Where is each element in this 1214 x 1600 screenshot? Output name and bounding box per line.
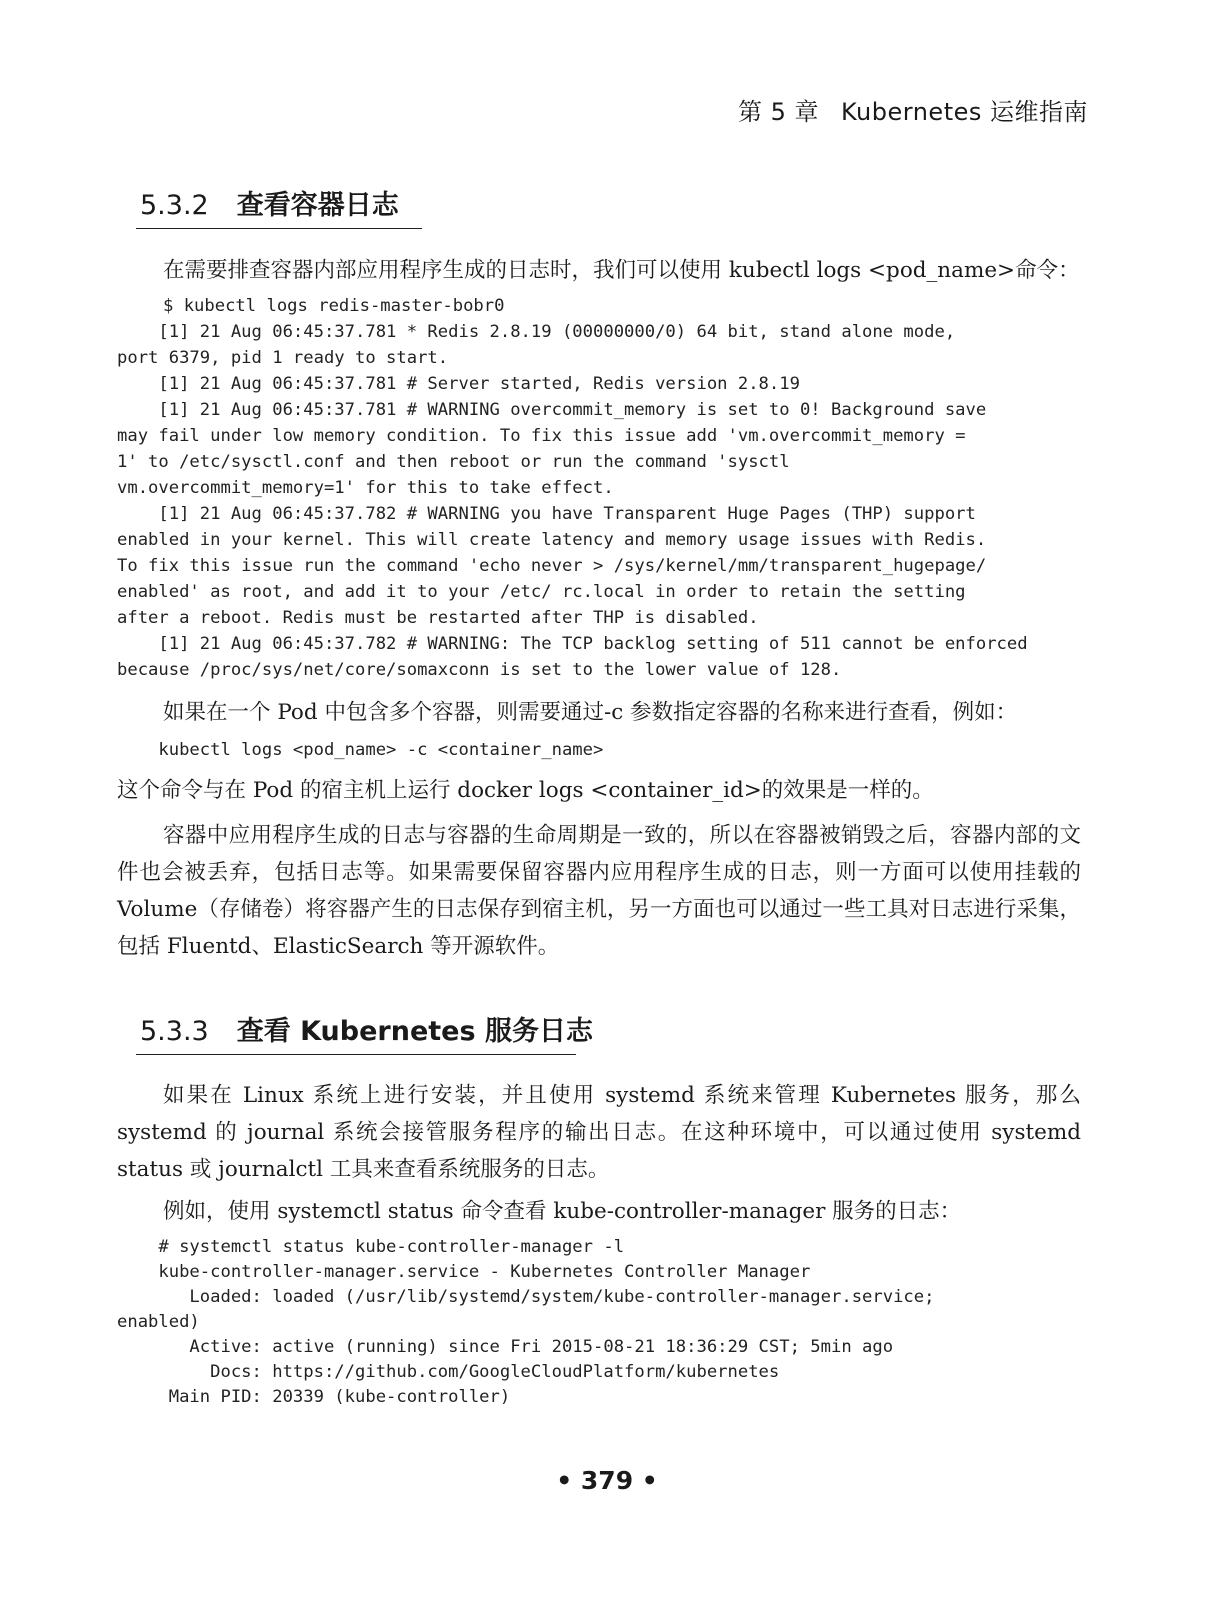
page-number: • 379 • (556, 1466, 658, 1495)
code-block-container-logs: kubectl logs <pod_name> -c <container_name> (117, 740, 604, 760)
code-block-kubectl-logs (117, 293, 1081, 683)
paragraph-multi-container: 如果在一个 Pod 中包含多个容器，则需要通过-c 参数指定容器的名称来进行查看，例如： (163, 700, 1018, 725)
chapter-title: Kubernetes 运维指南 (841, 98, 1088, 126)
code-block-systemctl-status: # systemctl status kube-controller-manager -l kube-controller-manager.service - Kubernetes Controller Manager Loaded: loaded (/usr/lib/systemd/system/kube-controller-manager.service; enabled) Active: active (running) since Fri 2015-08-21 18:36:29 CST; 5min ago Docs: https://github.com/GoogleCloudPlatform/kubernetes Main PID: 20339 (kube-controller) (117, 1237, 935, 1407)
section-title: 查看 Kubernetes 服务日志 (236, 1016, 593, 1047)
paragraph-log-lifecycle: 容器中应用程序生成的日志与容器的生命周期是一致的，所以在容器被销毁之后，容器内部的文件也会被丢弃，包括日志等。如果需要保留容器内应用程序生成的日志，则一方面可以使用挂载的 Volume（存储卷）将容器产生的日志保存到宿主机，另一方面也可以通过一些工具对日志进行采集，包括 Fluentd、ElasticSearch 等开源软件。 (117, 823, 1081, 959)
section-number: 5.3.3 (140, 1016, 209, 1047)
chapter-label: 第 5 章 (737, 98, 820, 126)
paragraph-systemd-intro: 如果在 Linux 系统上进行安装，并且使用 systemd 系统来管理 Kubernetes 服务，那么 systemd 的 journal 系统会接管服务程序的输出日志。在这种环境中，可以通过使用 systemd status 或 journalctl 工具来查看系统服务的日志。 (117, 1083, 1081, 1182)
section-title: 查看容器日志 (236, 190, 399, 221)
code-text: $ kubectl logs redis-master-bobr0 [1] 21 Aug 06:45:37.781 * Redis 2.8.19 (00000000/0) 64 bit, stand alone mode, port 6379, pid 1 ready to start. [1] 21 Aug 06:45:37.781 # Server started, Redis version 2.8.19 [1] 21 Aug 06:45:37.781 # WARNING overcommit_memory is set to 0! Background save may fail under low memory condition. To fix this issue add 'vm.overcommit_memory = 1' to /etc/sysctl.conf and then reboot or run the command 'sysctl vm.overcommit_memory=1' for this to take effect. [1] 21 Aug 06:45:37.782 # WARNING you have Transparent Huge Pages (THP) support enabled in your kernel. This will create latency and memory usage issues with Redis. To fix this issue run the command 'echo never > /sys/kernel/mm/transparent_hugepage/ enabled' as root, and add it to your /etc/ rc.local in order to retain the setting after a reboot. Redis must be restarted after THP is disabled. [1] 21 Aug 06:45:37.782 # WARNING: The TCP backlog setting of 511 cannot be enforced because /proc/sys/net/core/somaxconn is set to the lower value of 128. (117, 296, 1028, 680)
section-number: 5.3.2 (140, 190, 209, 221)
section-heading-533 (136, 1009, 593, 1055)
running-header (738, 92, 1088, 127)
paragraph-systemctl-example: 例如，使用 systemctl status 命令查看 kube-controller-manager 服务的日志： (163, 1199, 962, 1224)
paragraph-intro-logs: 在需要排查容器内部应用程序生成的日志时，我们可以使用 kubectl logs <pod_name>命令： (163, 258, 1080, 283)
section-heading-532 (136, 183, 422, 229)
paragraph-docker-equivalent: 这个命令与在 Pod 的宿主机上运行 docker logs <container_id>的效果是一样的。 (117, 778, 934, 803)
